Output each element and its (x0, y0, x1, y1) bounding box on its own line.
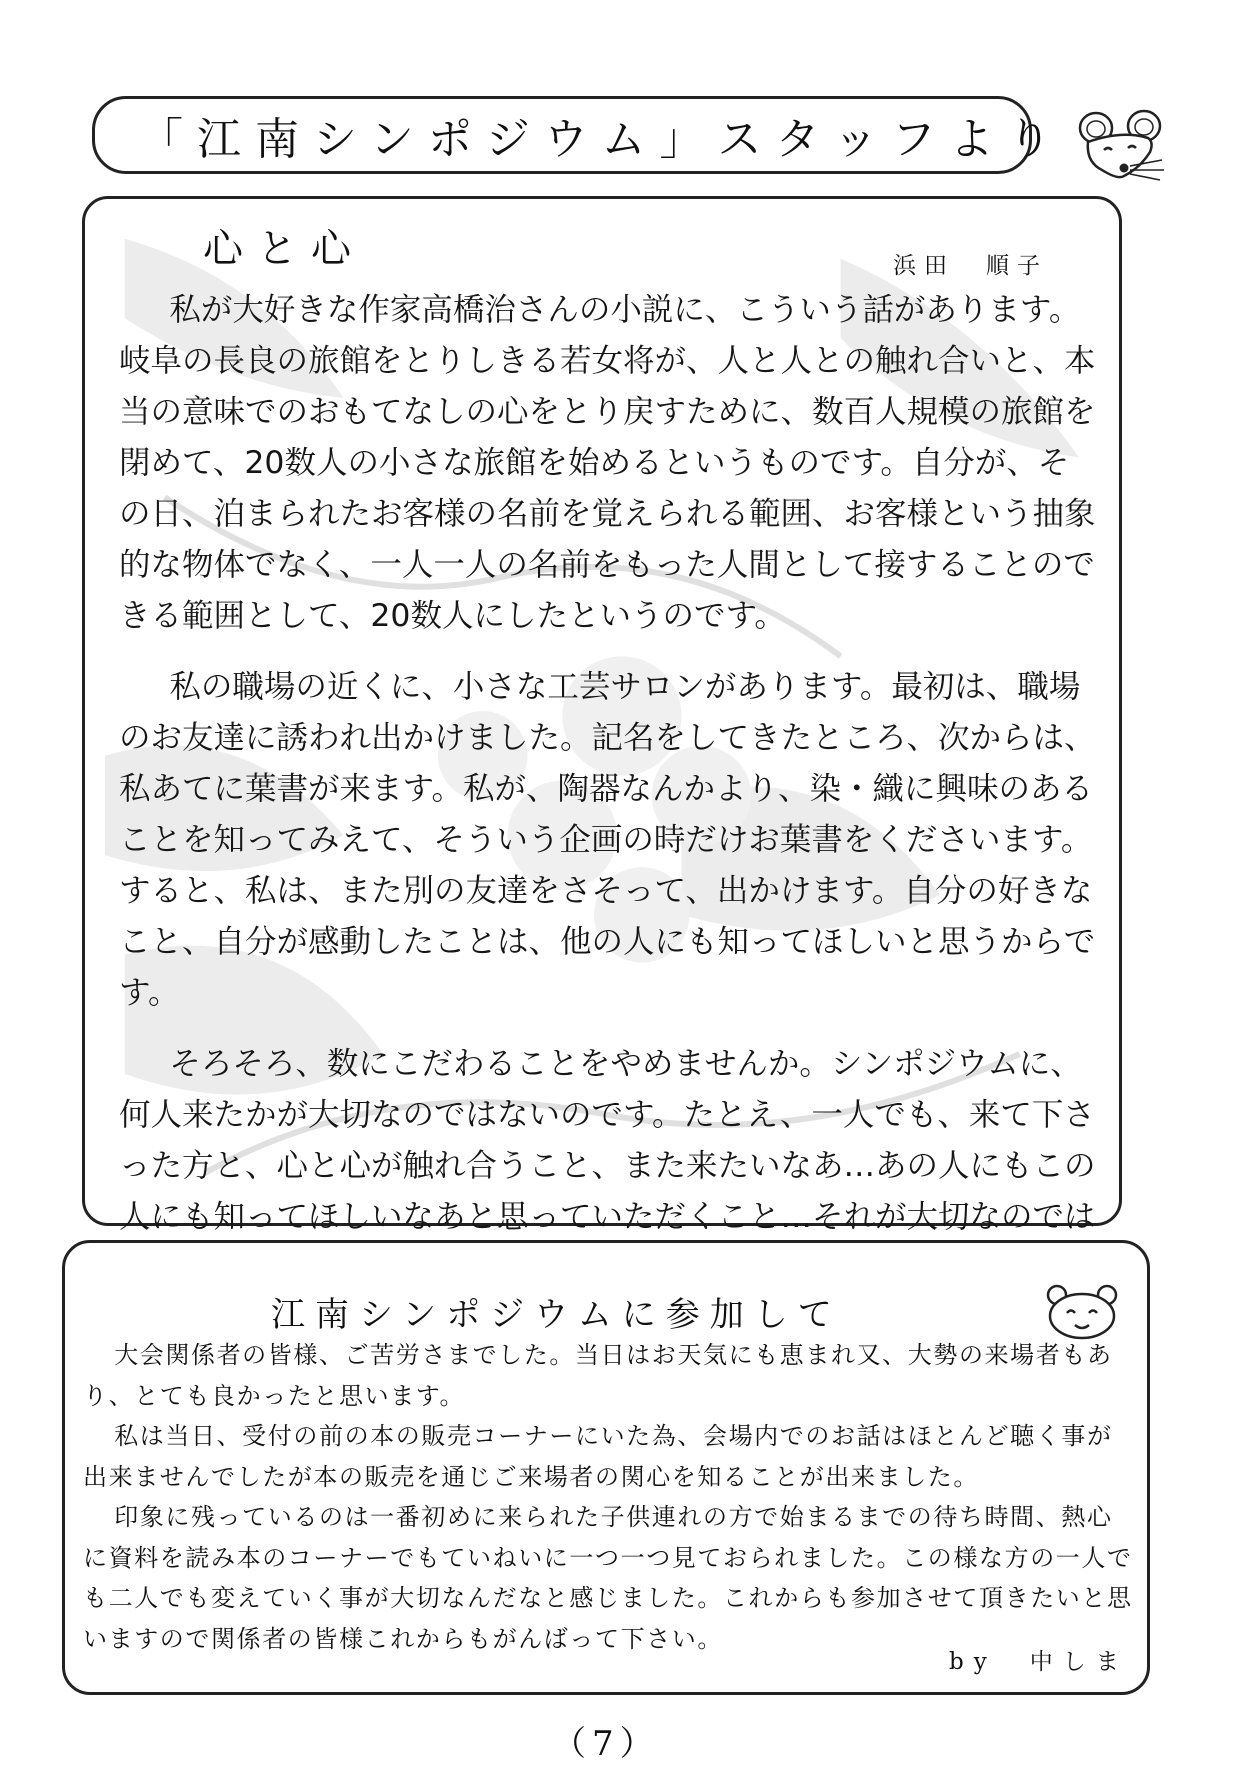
report-paragraph: 大会関係者の皆様、ご苦労さまでした。当日はお天気にも恵まれ又、大勢の来場者もあり、とても良かったと思います。 (83, 1341, 1113, 1410)
page-number: （7） (552, 1724, 660, 1764)
essay-paragraph: 私の職場の近くに、小さな工芸サロンがあります。最初は、職場のお友達に誘われ出かけました。記名をしてきたところ、次からは、私あてに葉書が来ます。私が、陶器なんかより、染・織に興味のあることを知ってみえて、そういう企画の時だけお葉書をくださいます。すると、私は、また別の友達をさそって、出かけます。自分の好きなこと、自分が感動したことは、他の人にも知ってほしいと思うからです。 (119, 669, 1096, 1011)
mouse-face-icon (1074, 108, 1170, 188)
report-paragraph: 私は当日、受付の前の本の販売コーナーにいた為、会場内でのお話はほとんど聴く事が出来ませんでしたが本の販売を通じご来場者の関心を知ることが出来ました。 (83, 1422, 1113, 1491)
header-title: 「江南シンポジウム」スタッフより (139, 114, 1066, 165)
essay-paragraph: そろそろ、数にこだわることをやめませんか。シンポジウムに、何人来たかが大切なのではないのです。たとえ、一人でも、来て下さった方と、心と心が触れ合うこと、また来たいなあ…あの人にもこの人にも知ってほしいなあと思っていただくこと…それが大切なのでは (119, 1046, 1096, 1235)
report-signature: by 中しま (949, 1649, 1129, 1675)
report-body (83, 1335, 1135, 1659)
bear-face-icon (1043, 1283, 1121, 1341)
essay-paragraph: 私が大好きな作家高橋治さんの小説に、こういう話があります。岐阜の長良の旅館をとりしきる若女将が、人と人との触れ合いと、本当の意味でのおもてなしの心をとり戻すために、数百人規模の旅館を閉めて、20数人の小さな旅館を始めるというものです。自分が、その日、泊まられたお客様の名前を覚えられる範囲、お客様という抽象的な物体でなく、一人一人の名前をもった人間として接することのできる範囲として、20数人にしたというのです。 (119, 292, 1096, 634)
report-paragraph: 印象に残っているのは一番初めに来られた子供連れの方で始まるまでの待ち時間、熱心に資料を読み本のコーナーでもていねいに一つ一つ見ておられました。この様な方の一人でも二人でも変えていく事が大切なんだなと感じました。これからも参加させて頂きたいと思いますので関係者の皆様これからもがんばって下さい。 (83, 1503, 1133, 1653)
report-title: 江南シンポジウムに参加して (271, 1295, 842, 1335)
report-box (62, 1240, 1150, 1695)
essay-author: 浜田 順子 (893, 253, 1048, 279)
essay-body (119, 285, 1099, 1294)
essay-box (82, 196, 1122, 1235)
essay-title: 心と心 (203, 226, 365, 272)
header-banner (92, 96, 1066, 174)
